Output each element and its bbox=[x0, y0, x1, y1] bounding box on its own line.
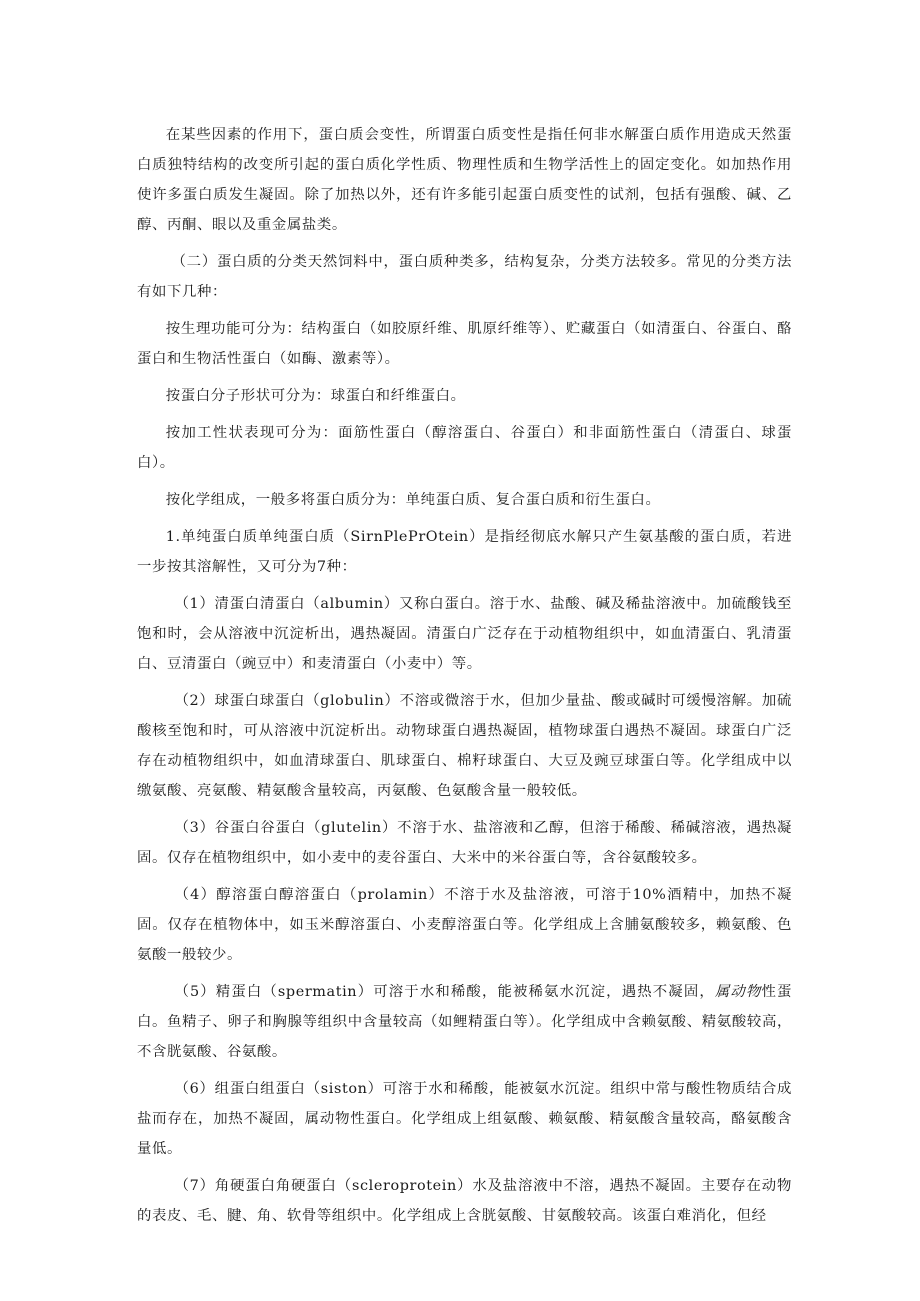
paragraph-globulin: （2）球蛋白球蛋白（globulin）不溶或微溶于水，但加少量盐、酸或碱时可缓慢溶解。加硫酸核至饱和时，可从溶液中沉淀析出。动物球蛋白遇热凝固，植物球蛋白遇热不凝固。球蛋白广泛存在动植物组织中，如血清球蛋白、肌球蛋白、棉籽球蛋白、大豆及豌豆球蛋白等。化学组成中以缴氨酸、亮氨酸、精氨酸含量较高，丙氨酸、色氨酸含量一般较低。 bbox=[137, 693, 792, 799]
paragraph-prolamin: （4）醇溶蛋白醇溶蛋白（prolamin）不溶于水及盐溶液，可溶于10%酒精中，加热不凝固。仅存在植物体中，如玉米醇溶蛋白、小麦醇溶蛋白等。化学组成上含脯氨酸较多，赖氨酸、色氨酸一般较少。 bbox=[137, 887, 792, 963]
paragraph-by-processing: 按加工性状表现可分为：面筋性蛋白（醇溶蛋白、谷蛋白）和非面筋性蛋白（清蛋白、球蛋白）。 bbox=[137, 425, 792, 471]
paragraph-glutelin: （3）谷蛋白谷蛋白（glutelin）不溶于水、盐溶液和乙醇，但溶于稀酸、稀碱溶液，遇热凝固。仅存在植物组织中，如小麦中的麦谷蛋白、大米中的米谷蛋白等，含谷氨酸较多。 bbox=[137, 820, 792, 866]
paragraph-by-composition: 按化学组成，一般多将蛋白质分为：单纯蛋白质、复合蛋白质和衍生蛋白。 bbox=[165, 492, 661, 508]
paragraph-classification-heading: （二）蛋白质的分类天然饲料中，蛋白质种类多，结构复杂，分类方法较多。常见的分类方法有如下几种： bbox=[137, 254, 792, 300]
paragraph-simple-protein: 1.单纯蛋白质单纯蛋白质（SirnPlePrOtein）是指经彻底水解只产生氨基酸的蛋白质，若进一步按其溶解性，又可分为7种： bbox=[137, 529, 792, 575]
spermatin-text-before: （5）精蛋白（spermatin）可溶于水和稀酸，能被稀氨水沉淀，遇热不凝固， bbox=[174, 984, 715, 1000]
document-body bbox=[137, 120, 792, 1238]
paragraph-by-function: 按生理功能可分为：结构蛋白（如胶原纤维、肌原纤维等）、贮藏蛋白（如清蛋白、谷蛋白、酪蛋白和生物活性蛋白（如酶、激素等）。 bbox=[137, 321, 792, 367]
paragraph-histone: （6）组蛋白组蛋白（siston）可溶于水和稀酸，能被氨水沉淀。组织中常与酸性物质结合成盐而存在，加热不凝固，属动物性蛋白。化学组成上组氨酸、赖氨酸、精氨酸含量较高，酪氨酸含量低。 bbox=[137, 1081, 792, 1157]
paragraph-scleroprotein: （7）角硬蛋白角硬蛋白（scleroprotein）水及盐溶液中不溶，遇热不凝固。主要存在动物的表皮、毛、腱、角、软骨等组织中。化学组成上含胱氨酸、甘氨酸较高。该蛋白难消化，但经 bbox=[137, 1178, 792, 1224]
spermatin-text-italic: 属动物 bbox=[714, 984, 762, 1000]
paragraph-albumin: （1）清蛋白清蛋白（albumin）又称白蛋白。溶于水、盐酸、碱及稀盐溶液中。加硫酸钱至饱和时，会从溶液中沉淀析出，遇热凝固。清蛋白广泛存在于动植物组织中，如血清蛋白、乳清蛋白、豆清蛋白（豌豆中）和麦清蛋白（小麦中）等。 bbox=[137, 596, 792, 672]
spermatin-text-after: 性蛋白。鱼精子、卵子和胸腺等组织中含量较高（如鲤精蛋白等）。化学组成中含赖氨酸、精氨酸较高，不含胱氨酸、谷氨酸。 bbox=[137, 984, 792, 1060]
paragraph-by-shape: 按蛋白分子形状可分为：球蛋白和纤维蛋白。 bbox=[165, 388, 466, 404]
paragraph-spermatin bbox=[137, 977, 792, 1067]
paragraph-denaturation: 在某些因素的作用下，蛋白质会变性，所谓蛋白质变性是指任何非水解蛋白质作用造成天然蛋白质独特结构的改变所引起的蛋白质化学性质、物理性质和生物学活性上的固定变化。如加热作用使许多蛋白质发生凝固。除了加热以外，还有许多能引起蛋白质变性的试剂，包括有强酸、碱、乙醇、丙酮、眼以及重金属盐类。 bbox=[137, 127, 792, 233]
